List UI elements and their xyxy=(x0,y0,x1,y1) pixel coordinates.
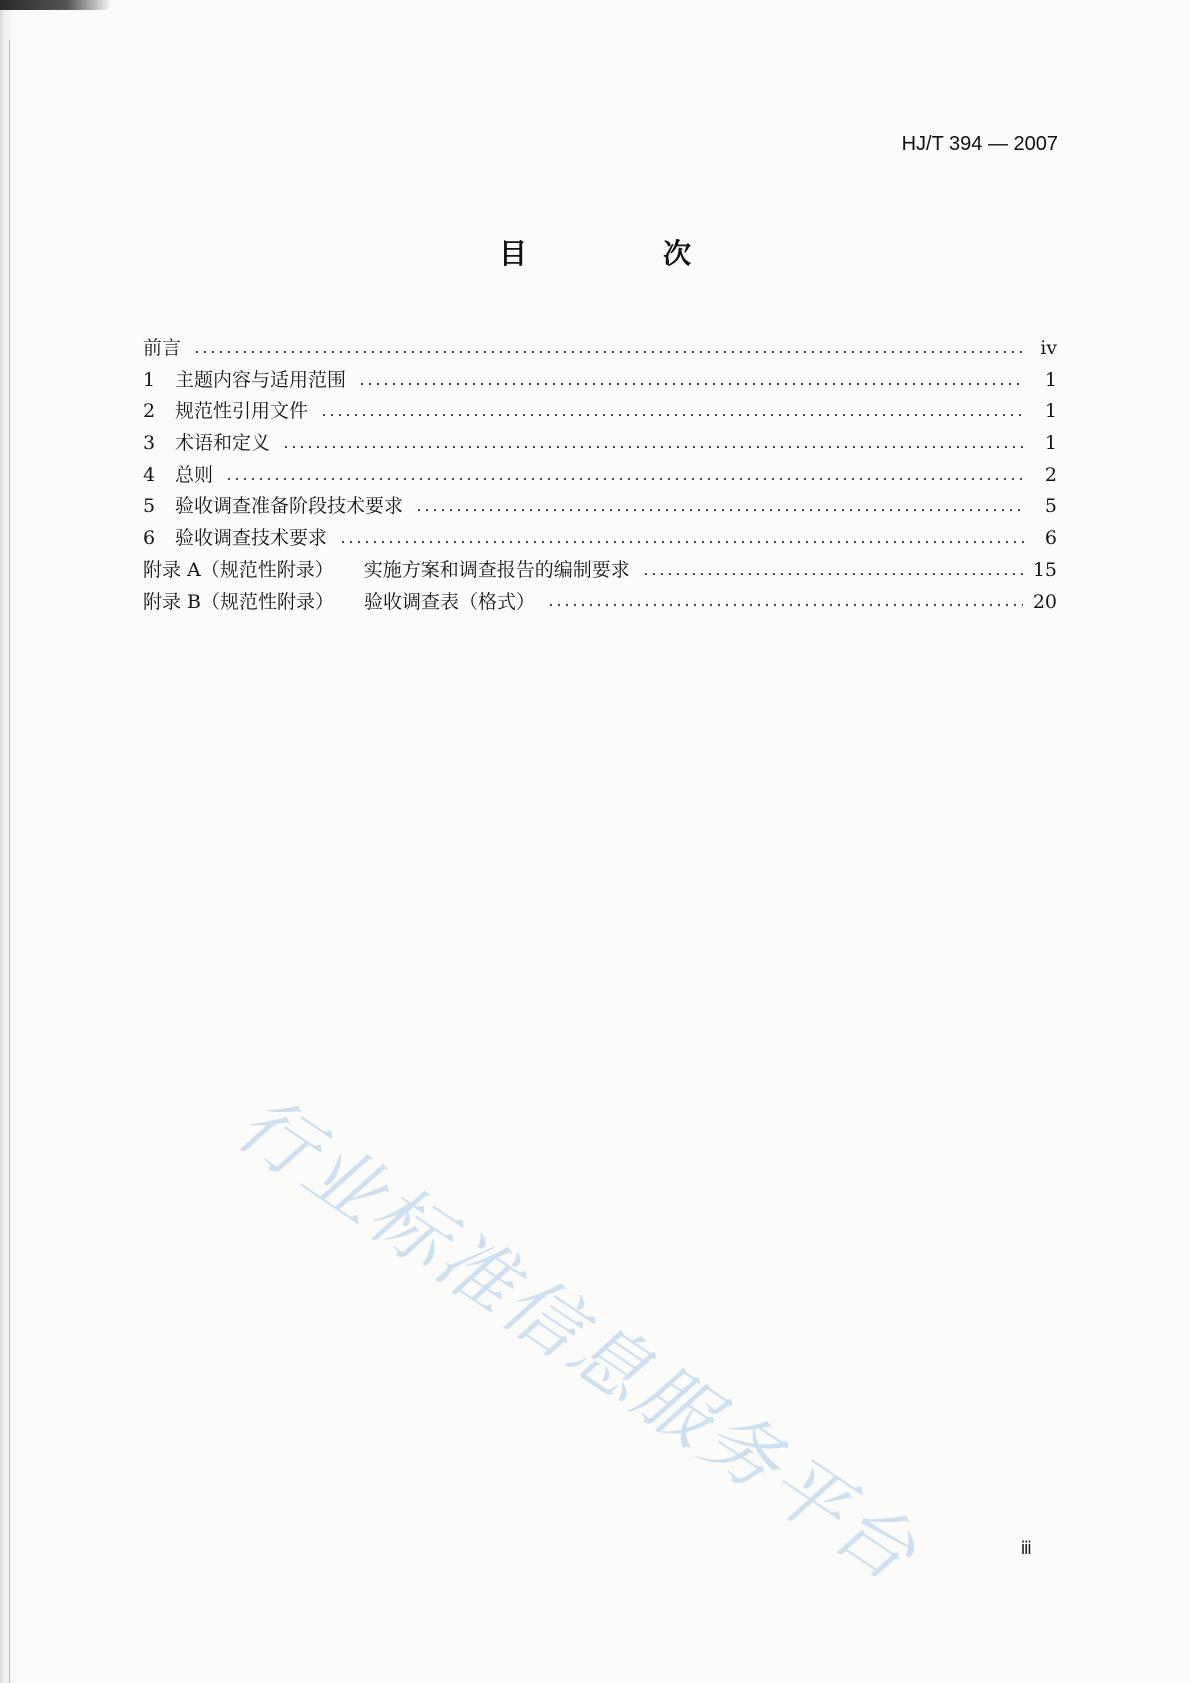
toc-entry-2[interactable] xyxy=(143,396,1057,428)
toc-entry-label: 验收调查准备阶段技术要求 xyxy=(175,495,404,518)
toc-entry-page: 1 xyxy=(1044,432,1057,455)
toc-entry-4[interactable] xyxy=(143,460,1057,492)
toc-dot-leader xyxy=(320,413,1025,417)
toc-entry-number: 2 xyxy=(143,400,156,423)
toc-entry-page: 20 xyxy=(1032,590,1057,613)
toc-entry-label: 附录 B（规范性附录） xyxy=(143,590,335,613)
toc-entry-label: 规范性引用文件 xyxy=(175,400,309,423)
scan-edge-line xyxy=(9,40,10,1683)
toc-entry-number: 6 xyxy=(143,527,156,550)
toc-dot-leader xyxy=(225,477,1025,481)
toc-dot-leader xyxy=(358,382,1025,386)
toc-entry-page: 5 xyxy=(1044,495,1057,518)
toc-entry-label: 验收调查技术要求 xyxy=(175,527,328,550)
toc-dot-leader xyxy=(547,603,1023,607)
toc-entry-appendix-a[interactable] xyxy=(143,555,1057,587)
page-title: 目 次 xyxy=(498,237,745,270)
toc-entry-3[interactable] xyxy=(143,428,1057,460)
toc-entry-number: 4 xyxy=(143,463,156,486)
standard-code: HJ/T 394 — 2007 xyxy=(901,133,1058,155)
toc-entry-page: 15 xyxy=(1032,558,1057,581)
toc-entry-page: 2 xyxy=(1044,463,1057,486)
toc-entry-number: 5 xyxy=(143,495,156,518)
watermark-text: 行业标准信息服务平台 xyxy=(221,1078,935,1600)
toc-entry-label: 附录 A（规范性附录） xyxy=(143,558,334,581)
toc-entry-page: 1 xyxy=(1044,400,1057,423)
toc-entry-label: 主题内容与适用范围 xyxy=(175,368,347,391)
toc-entry-1[interactable] xyxy=(143,365,1057,397)
toc-entry-page: ⅳ xyxy=(1040,337,1057,359)
table-of-contents xyxy=(143,333,1057,618)
toc-entry-subtitle: 验收调查表（格式） xyxy=(364,590,536,613)
toc-entry-label: 前言 xyxy=(143,337,182,359)
toc-dot-leader xyxy=(642,572,1023,576)
toc-entry-6[interactable] xyxy=(143,523,1057,555)
toc-entry-page: 1 xyxy=(1044,368,1057,391)
toc-entry-number: 1 xyxy=(143,368,156,391)
toc-entry-page: 6 xyxy=(1044,527,1057,550)
toc-dot-leader xyxy=(193,350,1025,354)
toc-entry-5[interactable] xyxy=(143,491,1057,523)
toc-dot-leader xyxy=(415,508,1025,512)
scan-corner-mark xyxy=(0,0,112,10)
toc-dot-leader xyxy=(282,445,1025,449)
toc-entry-label: 术语和定义 xyxy=(175,432,271,455)
page-number: ⅲ xyxy=(1020,1538,1032,1558)
toc-dot-leader xyxy=(339,540,1025,544)
toc-entry-label: 总则 xyxy=(175,463,214,486)
toc-entry-appendix-b[interactable] xyxy=(143,587,1057,619)
toc-entry-subtitle: 实施方案和调查报告的编制要求 xyxy=(363,558,630,581)
toc-entry-number: 3 xyxy=(143,432,156,455)
toc-entry-foreword[interactable] xyxy=(143,333,1057,365)
